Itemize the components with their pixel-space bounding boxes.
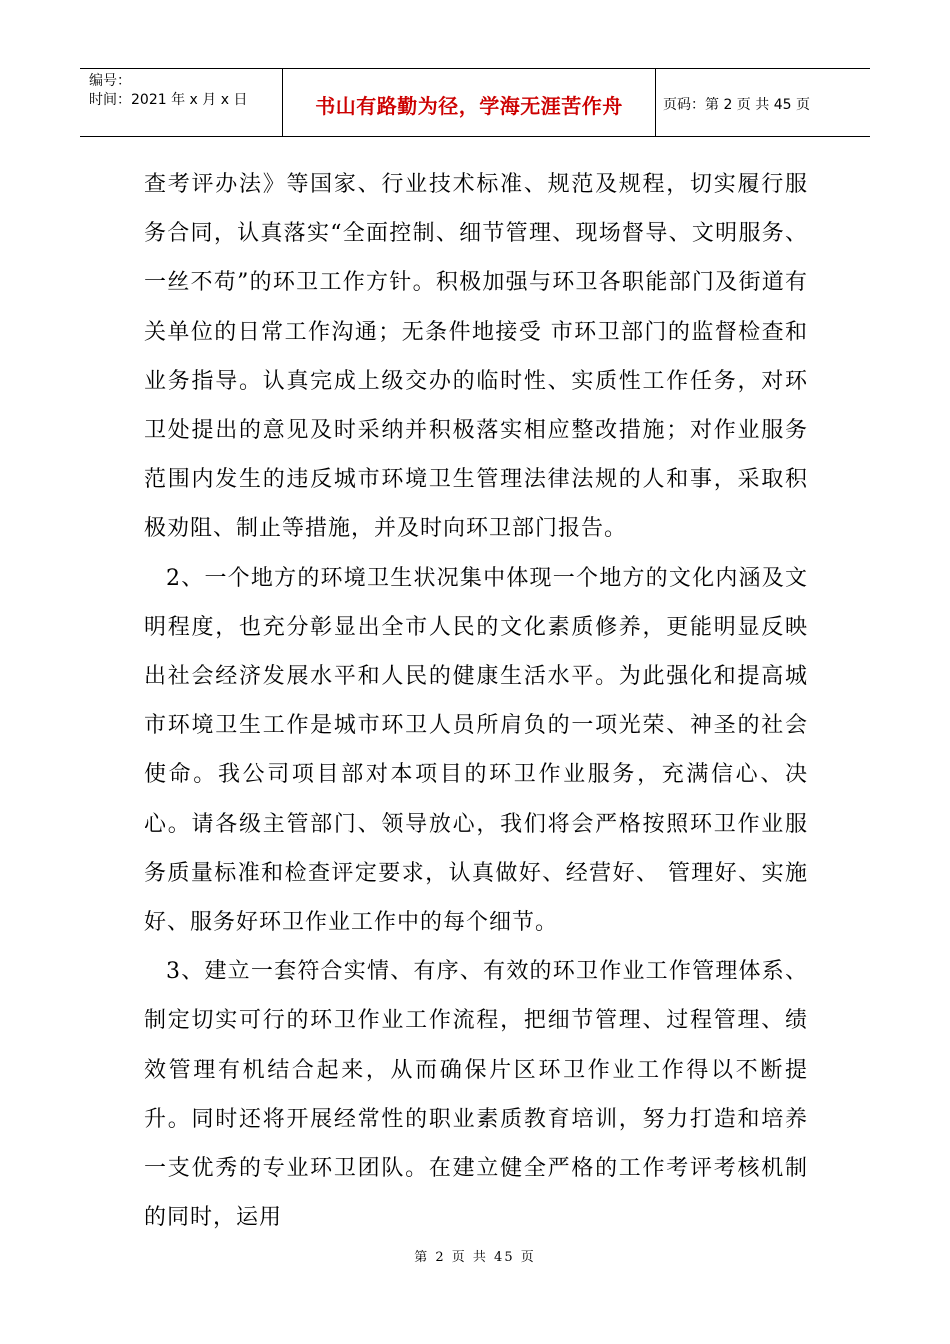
date-label: 时间：2021 年 x 月 x 日 — [89, 92, 248, 108]
page-footer: 第 2 页 共 45 页 — [414, 1250, 536, 1265]
paragraph-continuation: 查考评办法》等国家、行业技术标准、规范及规程，切实履行服务合同，认真落实“全面控制、细节管理、现场督导、文明服务、一丝不苟”的环卫工作方针。积极加强与环卫各职能部门及街道有关单位的日常工作沟通；无条件地接受 市环卫部门的监督检查和业务指导。认真完成上级交办的临时性、实质性工作任务，对环卫处提出的意见及时采纳并积极落实相应整改措施；对作业服务范围内发生的违反城市环境卫生管理法律法规的人和事，采取积极劝阻、制止等措施，并及时向环卫部门报告。 — [144, 172, 808, 542]
header-meta-cell — [80, 69, 283, 136]
document-header — [80, 68, 870, 137]
document-body — [144, 160, 808, 1242]
paragraph-item-3: 3、建立一套符合实情、有序、有效的环卫作业工作管理体系、制定切实可行的环卫作业工作流程，把细节管理、过程管理、绩效管理有机结合起来，从而确保片区环卫作业工作得以不断提升。同时还将开展经常性的职业素质教育培训，努力打造和培养一支优秀的专业环卫团队。在建立健全严格的工作考评考核机制的同时，运用 — [144, 959, 808, 1231]
header-motto: 书山有路勤为径，学海无涯苦作舟 — [283, 69, 656, 136]
header-page-info: 页码：第 2 页 共 45 页 — [663, 96, 810, 113]
serial-number-label: 编号： — [89, 73, 131, 89]
paragraph-item-2: 2、一个地方的环境卫生状况集中体现一个地方的文化内涵及文明程度，也充分彰显出全市人民的文化素质修养，更能明显反映出社会经济发展水平和人民的健康生活水平。为此强化和提高城市环境卫生工作是城市环卫人员所肩负的一项光荣、神圣的社会使命。我公司项目部对本项目的环卫作业服务，充满信心、决心。请各级主管部门、领导放心，我们将会严格按照环卫作业服务质量标准和检查评定要求，认真做好、经营好、 管理好、实施好、服务好环卫作业工作中的每个细节。 — [144, 565, 808, 936]
